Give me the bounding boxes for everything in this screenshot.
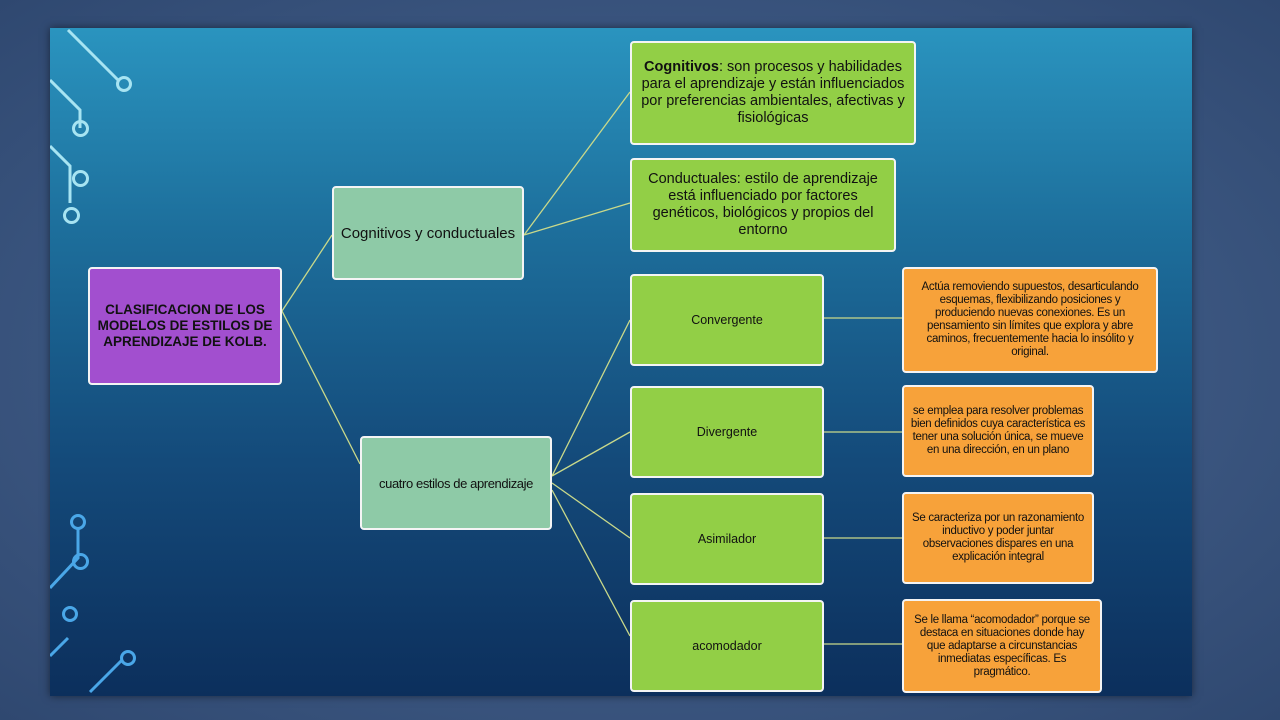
definition-text: Conductuales: estilo de aprendizaje está influenciado por factores genéticos, biológicos y propios del entorno <box>648 171 878 238</box>
connector-estilos-to-acomodador <box>552 490 630 636</box>
root-node <box>88 267 282 385</box>
description-convergente <box>902 267 1158 373</box>
connector-root-to-estilos <box>282 311 360 464</box>
branch-cognitivos-conductuales <box>332 186 524 280</box>
circuit-node-icon <box>62 606 78 622</box>
connector-root-to-cognitivos <box>282 235 332 311</box>
description-text: Se caracteriza por un razonamiento inductivo y poder juntar observaciones dispares en una explicación integral <box>912 512 1084 563</box>
description-acomodador <box>902 599 1102 693</box>
style-name: Asimilador <box>697 531 757 546</box>
circuit-node-icon <box>72 120 89 137</box>
connector-cognitivos-to-def1 <box>524 92 630 235</box>
root-label: CLASIFICACION DE LOS MODELOS DE ESTILOS DE APRENDIZAJE DE KOLB. <box>97 302 273 349</box>
description-text: se emplea para resolver problemas bien definidos cuya característica es tener una solución única, se mueve en una dirección, en un plano <box>910 405 1086 456</box>
style-name: acomodador <box>692 638 762 653</box>
slide <box>50 28 1192 696</box>
circuit-node-icon <box>120 650 136 666</box>
style-name: Convergente <box>691 312 763 327</box>
style-divergente <box>630 386 824 478</box>
circuit-node-icon <box>72 553 89 570</box>
description-divergente <box>902 385 1094 477</box>
branch-cuatro-estilos <box>360 436 552 530</box>
style-convergente <box>630 274 824 366</box>
description-text: Actúa removiendo supuestos, desarticulando esquemas, flexibilizando posiciones y produciendo nuevas conexiones. Es un pensamiento sin límites que explora y abre caminos, frecuentemente hacia lo insólito y original. <box>921 281 1139 358</box>
connector-cognitivos-to-def2 <box>524 203 630 235</box>
circuit-node-icon <box>72 170 89 187</box>
circuit-node-icon <box>70 514 86 530</box>
style-name: Divergente <box>696 424 758 439</box>
connector-estilos-to-asimilador <box>552 483 630 538</box>
definition-conductuales <box>630 158 896 252</box>
circuit-decoration-bottom <box>50 528 122 692</box>
definition-title: Cognitivos <box>644 59 719 75</box>
branch-label: Cognitivos y conductuales <box>340 224 516 242</box>
style-asimilador <box>630 493 824 585</box>
description-asimilador <box>902 492 1094 584</box>
connector-estilos-to-convergente <box>552 320 630 476</box>
branch-label: cuatro estilos de aprendizaje <box>379 475 533 491</box>
circuit-node-icon <box>63 207 80 224</box>
definition-text: : son procesos y habilidades para el aprendizaje y están influenciados por preferencias ambientales, afectivas y fisiológicas <box>641 59 905 126</box>
style-acomodador <box>630 600 824 692</box>
description-text: Se le llama “acomodador” porque se destaca en situaciones donde hay que adaptarse a circunstancias inmediatas específicas. Es pragmático. <box>914 613 1090 678</box>
circuit-node-icon <box>116 76 132 92</box>
definition-cognitivos <box>630 41 916 145</box>
